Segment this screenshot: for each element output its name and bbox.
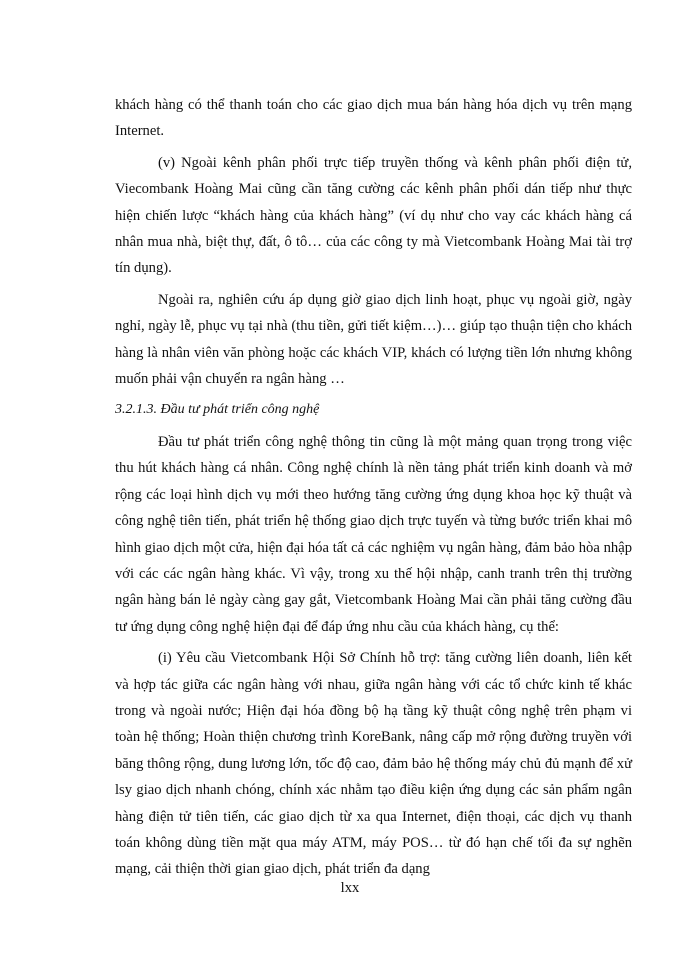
paragraph-headquarters-support: (i) Yêu cầu Vietcombank Hội Sở Chính hỗ trợ: tăng cường liên doanh, liên kết và hợp tác giữa các ngân hàng với nhau, giữa ngân hàng với các tổ chức kinh tế khác trong và ngoài nước; Hiện đại hóa đồng bộ hạ tầng kỹ thuật công nghệ trên phạm vi toàn hệ thống; Hoàn thiện chương trình KoreBank, nâng cấp mở rộng đường truyền với băng thông rộng, dung lương lớn, tốc độ cao, đảm bảo hệ thống máy chủ đủ mạnh để xử lsy giao dịch nhanh chóng, chính xác nhằm tạo điều kiện ứng dụng các sản phẩm ngân hàng điện tử tiên tiến, các giao dịch từ xa qua Internet, điện thoại, các dịch vụ thanh toán không dùng tiền mặt qua máy ATM, máy POS… từ đó hạn chế tối đa sự nghẽn mạng, cải thiện thời gian giao dịch, phát triển đa dạng — [115, 650, 632, 878]
paragraph-flexible-hours: Ngoài ra, nghiên cứu áp dụng giờ giao dịch linh hoạt, phục vụ ngoài giờ, ngày nghỉ, ngày lễ, phục vụ tại nhà (thu tiền, gửi tiết kiệm…)… giúp tạo thuận tiện cho khách hàng là nhân viên văn phòng hoặc các khách VIP, khách có lượng tiền lớn nhưng không muốn phải vận chuyển ra ngân hàng … — [115, 291, 632, 388]
section-heading: 3.2.1.3. Đầu tư phát triển công nghệ — [115, 402, 320, 418]
body-text — [115, 92, 632, 888]
paragraph-continuation: khách hàng có thể thanh toán cho các giao dịch mua bán hàng hóa dịch vụ trên mạng Internet. — [115, 97, 632, 140]
paragraph-distribution-channels: (v) Ngoài kênh phân phối trực tiếp truyền thống và kênh phân phối điện tử, Viecombank Hoàng Mai cũng cần tăng cường các kênh phân phối dán tiếp như thực hiện chiến lược “khách hàng của khách hàng” (ví dụ như cho vay các khách hàng cá nhân mua nhà, biệt thự, đất, ô tô… của các công ty mà Vietcombank Hoàng Mai tài trợ tín dụng). — [115, 154, 632, 277]
page-number: lxx — [340, 880, 360, 896]
paragraph-technology-investment: Đầu tư phát triển công nghệ thông tin cũng là một mảng quan trọng trong việc thu hút khách hàng cá nhân. Công nghệ chính là nền tảng phát triển kinh doanh và mở rộng các loại hình dịch vụ mới theo hướng tăng cường ứng dụng khoa học kỹ thuật và công nghệ tiên tiến, phát triển hệ thống giao dịch trực tuyến và từng bước triển khai mô hình giao dịch một cửa, hiện đại hóa tất cả các nghiệm vụ ngân hàng, đảm bảo hòa nhập với các các ngân hàng khác. Vì vậy, trong xu thế hội nhập, canh tranh trên thị trường ngân hàng bán lẻ ngày càng gay gắt, Vietcombank Hoàng Mai cần phải tăng cường đầu tư ứng dụng công nghệ hiện đại để đáp ứng nhu cầu của khách hàng, cụ thể: — [115, 433, 632, 635]
